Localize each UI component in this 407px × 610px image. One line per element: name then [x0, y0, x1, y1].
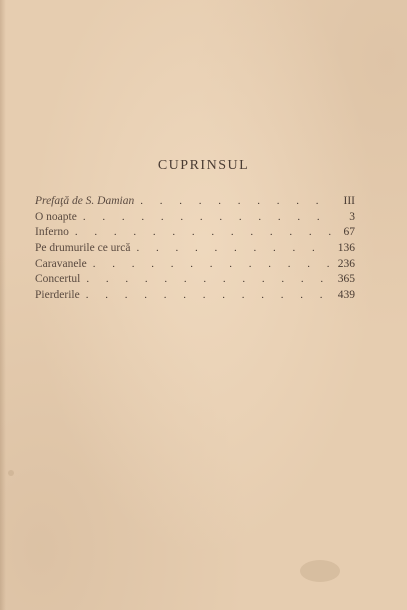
toc-entry-page: 439 — [337, 289, 355, 302]
toc-entry-page: 136 — [337, 242, 355, 255]
toc-entry-page: III — [343, 195, 355, 207]
toc-entry — [35, 272, 355, 288]
toc-entry — [35, 241, 355, 257]
toc-leader-dots — [80, 288, 331, 304]
toc-entry-title: Pierderile — [35, 289, 80, 302]
toc-leader-dots — [130, 241, 331, 257]
toc-leader-dots — [69, 225, 331, 241]
toc-entry-title: Inferno — [35, 226, 69, 239]
toc-entry-page: 236 — [337, 257, 355, 270]
toc-entry-page: 67 — [343, 226, 355, 239]
toc-entry-title: Concertul — [35, 273, 81, 286]
toc-leader-dots — [77, 210, 331, 226]
toc-entry-page: 365 — [337, 273, 355, 286]
toc-entry — [35, 210, 355, 226]
toc-entry — [35, 225, 355, 241]
toc-entry-title: Pe drumurile ce urcă — [35, 242, 131, 255]
page-binding-edge — [0, 0, 6, 610]
toc-entry-title: Prefaţă de S. Damian — [35, 195, 135, 207]
toc-heading: CUPRINSUL — [157, 158, 250, 173]
toc-leader-dots — [87, 257, 331, 273]
toc-entry-title: O noapte — [35, 210, 77, 223]
toc-entry — [35, 288, 355, 304]
toc-entry-title: Caravanele — [35, 257, 87, 270]
page-stain — [8, 470, 14, 476]
toc-leader-dots — [134, 194, 331, 210]
toc-entry-page: 3 — [349, 210, 355, 223]
toc-entry — [35, 257, 355, 273]
toc-leader-dots — [80, 272, 331, 288]
toc-entry — [35, 194, 355, 210]
page-stain — [300, 560, 340, 582]
table-of-contents — [35, 194, 355, 304]
